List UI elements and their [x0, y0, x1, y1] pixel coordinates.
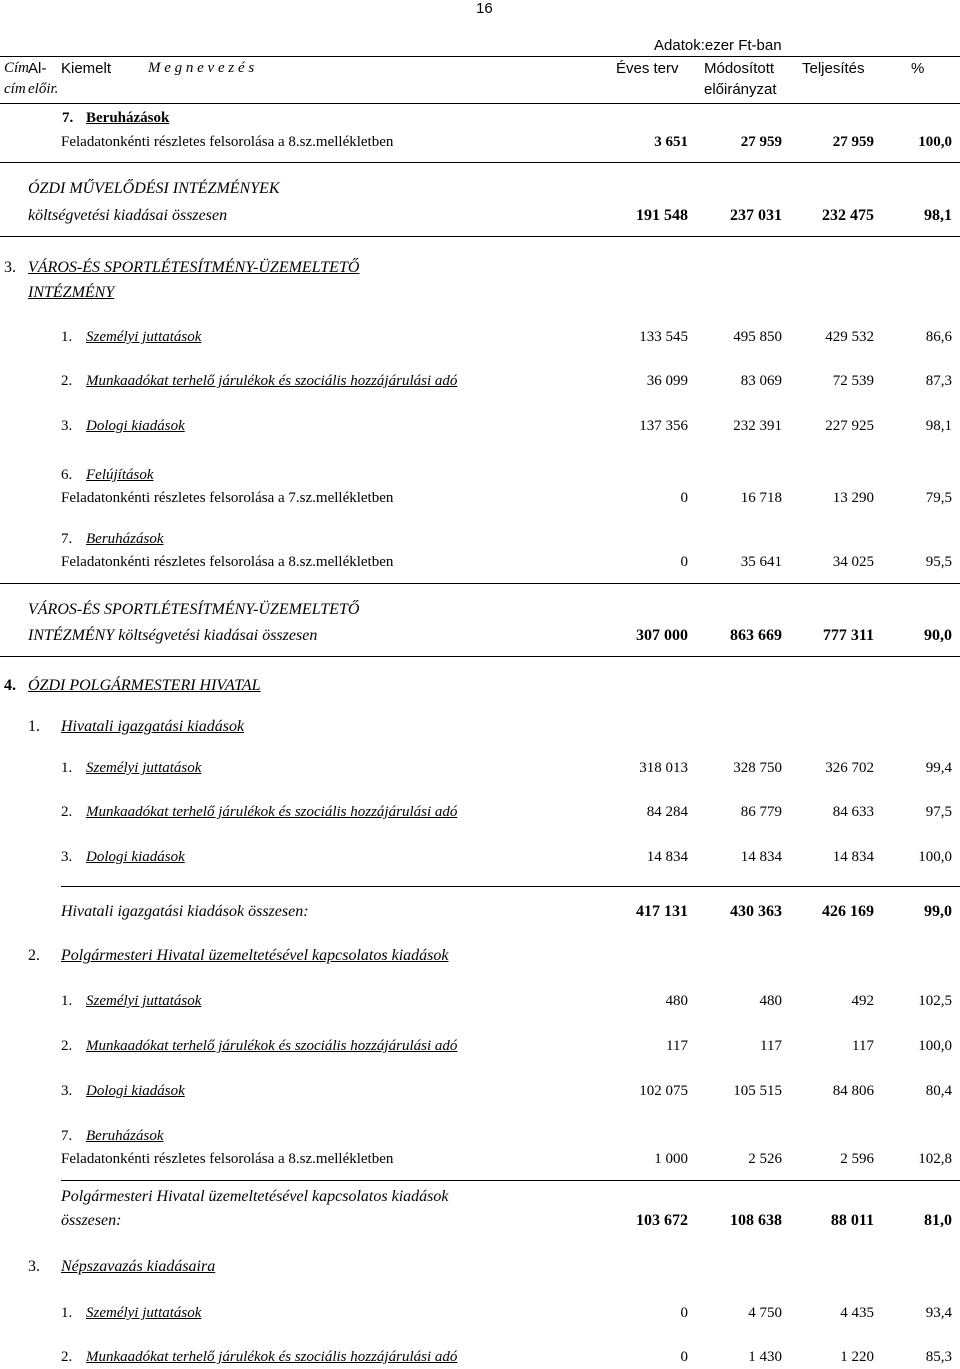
- col-eloiranyzat: előirányzat: [704, 81, 777, 98]
- section-title: VÁROS-ÉS SPORTLÉTESÍTMÉNY-ÜZEMELTETŐ: [28, 259, 360, 276]
- val-pct: 85,3: [925, 1349, 952, 1365]
- total-telj: 426 169: [822, 903, 874, 920]
- val-pct: 95,5: [925, 554, 952, 570]
- val-mod: 14 834: [740, 849, 782, 865]
- total-mod: 863 669: [730, 627, 782, 644]
- total-pct: 98,1: [924, 207, 952, 224]
- col-pct: %: [911, 60, 925, 77]
- divider: [0, 656, 960, 657]
- item-label: Munkaadókat terhelő járulékok és szociális hozzájárulási adó: [86, 1038, 458, 1054]
- item-label: Beruházások: [86, 531, 164, 547]
- total-label-2: költségvetési kiadásai összesen: [28, 207, 228, 224]
- val-mod: 83 069: [740, 373, 782, 389]
- val-pct: 100,0: [918, 134, 952, 150]
- val-eves: 102 075: [639, 1083, 688, 1099]
- val-eves: 0: [680, 1349, 688, 1365]
- total-telj: 777 311: [822, 627, 874, 644]
- val-mod: 16 718: [740, 490, 782, 506]
- val-mod: 117: [760, 1038, 782, 1054]
- item-number: 3.: [61, 849, 73, 865]
- val-eves: 480: [665, 993, 688, 1009]
- val-eves: 1 000: [654, 1151, 688, 1167]
- section-title-2: INTÉZMÉNY: [28, 284, 115, 301]
- divider: [0, 162, 960, 163]
- total-pct: 81,0: [924, 1212, 952, 1229]
- val-eves: 3 651: [654, 134, 688, 150]
- val-telj: 492: [851, 993, 874, 1009]
- item-label: Személyi juttatások: [86, 329, 202, 345]
- header-top-rule: [0, 56, 960, 57]
- header-bottom-rule: [0, 103, 960, 104]
- val-telj: 326 702: [825, 760, 874, 776]
- val-eves: 84 284: [646, 804, 688, 820]
- val-telj: 429 532: [825, 329, 874, 345]
- total-mod: 430 363: [730, 903, 782, 920]
- col-megnevezes: M e g n e v e z é s: [148, 60, 255, 76]
- val-telj: 13 290: [832, 490, 874, 506]
- val-pct: 102,8: [918, 1151, 952, 1167]
- col-kiemelt: Kiemelt: [61, 60, 112, 77]
- val-telj: 14 834: [832, 849, 874, 865]
- val-mod: 2 526: [748, 1151, 782, 1167]
- item-number: 6.: [61, 467, 73, 483]
- item-label: Felújítások: [86, 467, 154, 483]
- total-eves: 417 131: [636, 903, 688, 920]
- subsection-number: 1.: [28, 718, 40, 735]
- subtotal-label-2: összesen:: [61, 1212, 122, 1229]
- item-label: Személyi juttatások: [86, 760, 202, 776]
- item-label: Beruházások: [86, 110, 170, 126]
- item-number: 7.: [61, 1128, 73, 1144]
- val-pct: 100,0: [918, 849, 952, 865]
- val-pct: 93,4: [925, 1305, 952, 1321]
- val-mod: 232 391: [733, 418, 782, 434]
- item-number: 3.: [61, 418, 73, 434]
- col-modositott: Módosított: [704, 60, 775, 77]
- item-number: 7.: [61, 531, 73, 547]
- item-label: Dologi kiadások: [86, 849, 185, 865]
- item-number: 1.: [61, 1305, 73, 1321]
- item-number: 2.: [61, 1038, 73, 1054]
- val-telj: 84 633: [832, 804, 874, 820]
- item-sub: Feladatonkénti részletes felsorolása a 7.sz.mellékletben: [61, 490, 394, 506]
- item-label: Beruházások: [86, 1128, 164, 1144]
- val-mod: 105 515: [733, 1083, 782, 1099]
- item-number: 3.: [61, 1083, 73, 1099]
- total-label-1: VÁROS-ÉS SPORTLÉTESÍTMÉNY-ÜZEMELTETŐ: [28, 601, 360, 618]
- subtotal-label-1: Polgármesteri Hivatal üzemeltetésével kapcsolatos kiadások: [61, 1188, 449, 1205]
- val-eves: 133 545: [639, 329, 688, 345]
- val-telj: 84 806: [832, 1083, 874, 1099]
- val-pct: 80,4: [925, 1083, 952, 1099]
- val-telj: 227 925: [825, 418, 874, 434]
- page-number: 16: [476, 0, 493, 17]
- val-pct: 98,1: [925, 418, 952, 434]
- divider: [0, 583, 960, 584]
- val-pct: 102,5: [918, 993, 952, 1009]
- val-telj: 27 959: [832, 134, 874, 150]
- total-mod: 108 638: [730, 1212, 782, 1229]
- section-number: 4.: [4, 677, 16, 694]
- item-number: 2.: [61, 373, 73, 389]
- col-cim: Cím: [4, 60, 30, 76]
- val-eves: 0: [680, 554, 688, 570]
- subsection-title: Népszavazás kiadásaira: [61, 1258, 216, 1275]
- item-label: Munkaadókat terhelő járulékok és szociális hozzájárulási adó: [86, 373, 458, 389]
- item-number: 2.: [61, 804, 73, 820]
- item-number: 2.: [61, 1349, 73, 1365]
- val-eves: 14 834: [646, 849, 688, 865]
- val-eves: 137 356: [639, 418, 688, 434]
- val-mod: 35 641: [740, 554, 782, 570]
- item-number: 7.: [62, 110, 74, 126]
- total-eves: 103 672: [636, 1212, 688, 1229]
- val-telj: 2 596: [840, 1151, 874, 1167]
- val-telj: 4 435: [840, 1305, 874, 1321]
- divider: [0, 236, 960, 237]
- subsection-number: 2.: [28, 947, 40, 964]
- val-eves: 117: [666, 1038, 688, 1054]
- val-eves: 36 099: [646, 373, 688, 389]
- total-eves: 191 548: [636, 207, 688, 224]
- divider: [61, 886, 960, 887]
- section-number: 3.: [4, 259, 16, 276]
- section-title: ÓZDI POLGÁRMESTERI HIVATAL: [28, 677, 261, 694]
- val-eves: 0: [680, 1305, 688, 1321]
- item-number: 1.: [61, 993, 73, 1009]
- val-mod: 328 750: [733, 760, 782, 776]
- item-label: Személyi juttatások: [86, 993, 202, 1009]
- subsection-number: 3.: [28, 1258, 40, 1275]
- units-note: Adatok:ezer Ft-ban: [654, 37, 782, 54]
- item-label: Dologi kiadások: [86, 1083, 185, 1099]
- val-mod: 480: [759, 993, 782, 1009]
- val-mod: 4 750: [748, 1305, 782, 1321]
- item-sub: Feladatonkénti részletes felsorolása a 8.sz.mellékletben: [61, 554, 394, 570]
- val-pct: 86,6: [925, 329, 952, 345]
- col-teljesites: Teljesítés: [802, 60, 865, 77]
- total-telj: 232 475: [822, 207, 874, 224]
- item-label: Dologi kiadások: [86, 418, 185, 434]
- total-pct: 90,0: [924, 627, 952, 644]
- item-number: 1.: [61, 329, 73, 345]
- item-number: 1.: [61, 760, 73, 776]
- val-eves: 0: [680, 490, 688, 506]
- val-pct: 100,0: [918, 1038, 952, 1054]
- item-label: Személyi juttatások: [86, 1305, 202, 1321]
- val-mod: 86 779: [740, 804, 782, 820]
- col-eloir: előir.: [28, 81, 59, 97]
- total-mod: 237 031: [730, 207, 782, 224]
- val-pct: 87,3: [925, 373, 952, 389]
- val-telj: 1 220: [840, 1349, 874, 1365]
- val-pct: 99,4: [925, 760, 952, 776]
- item-label: Munkaadókat terhelő járulékok és szociális hozzájárulási adó: [86, 804, 458, 820]
- subsection-title: Hivatali igazgatási kiadások: [61, 718, 245, 735]
- item-sub: Feladatonkénti részletes felsorolása a 8.sz.mellékletben: [61, 1151, 394, 1167]
- val-mod: 1 430: [748, 1349, 782, 1365]
- val-mod: 27 959: [740, 134, 782, 150]
- val-eves: 318 013: [639, 760, 688, 776]
- subsection-title: Polgármesteri Hivatal üzemeltetésével kapcsolatos kiadások: [61, 947, 449, 964]
- item-label: Munkaadókat terhelő járulékok és szociális hozzájárulási adó: [86, 1349, 458, 1365]
- val-telj: 117: [852, 1038, 874, 1054]
- val-mod: 495 850: [733, 329, 782, 345]
- val-telj: 72 539: [832, 373, 874, 389]
- subtotal-label: Hivatali igazgatási kiadások összesen:: [61, 903, 309, 920]
- val-pct: 97,5: [925, 804, 952, 820]
- total-label-2: INTÉZMÉNY költségvetési kiadásai összesen: [28, 627, 318, 644]
- col-eves-terv: Éves terv: [616, 60, 679, 77]
- item-sub: Feladatonkénti részletes felsorolása a 8.sz.mellékletben: [61, 134, 394, 150]
- total-telj: 88 011: [830, 1212, 874, 1229]
- divider: [61, 1180, 960, 1181]
- val-telj: 34 025: [832, 554, 874, 570]
- col-alcim: Al-: [28, 60, 47, 77]
- total-eves: 307 000: [636, 627, 688, 644]
- val-pct: 79,5: [925, 490, 952, 506]
- total-label-1: ÓZDI MŰVELŐDÉSI INTÉZMÉNYEK: [28, 180, 280, 197]
- col-cim2: cím: [4, 81, 26, 97]
- total-pct: 99,0: [924, 903, 952, 920]
